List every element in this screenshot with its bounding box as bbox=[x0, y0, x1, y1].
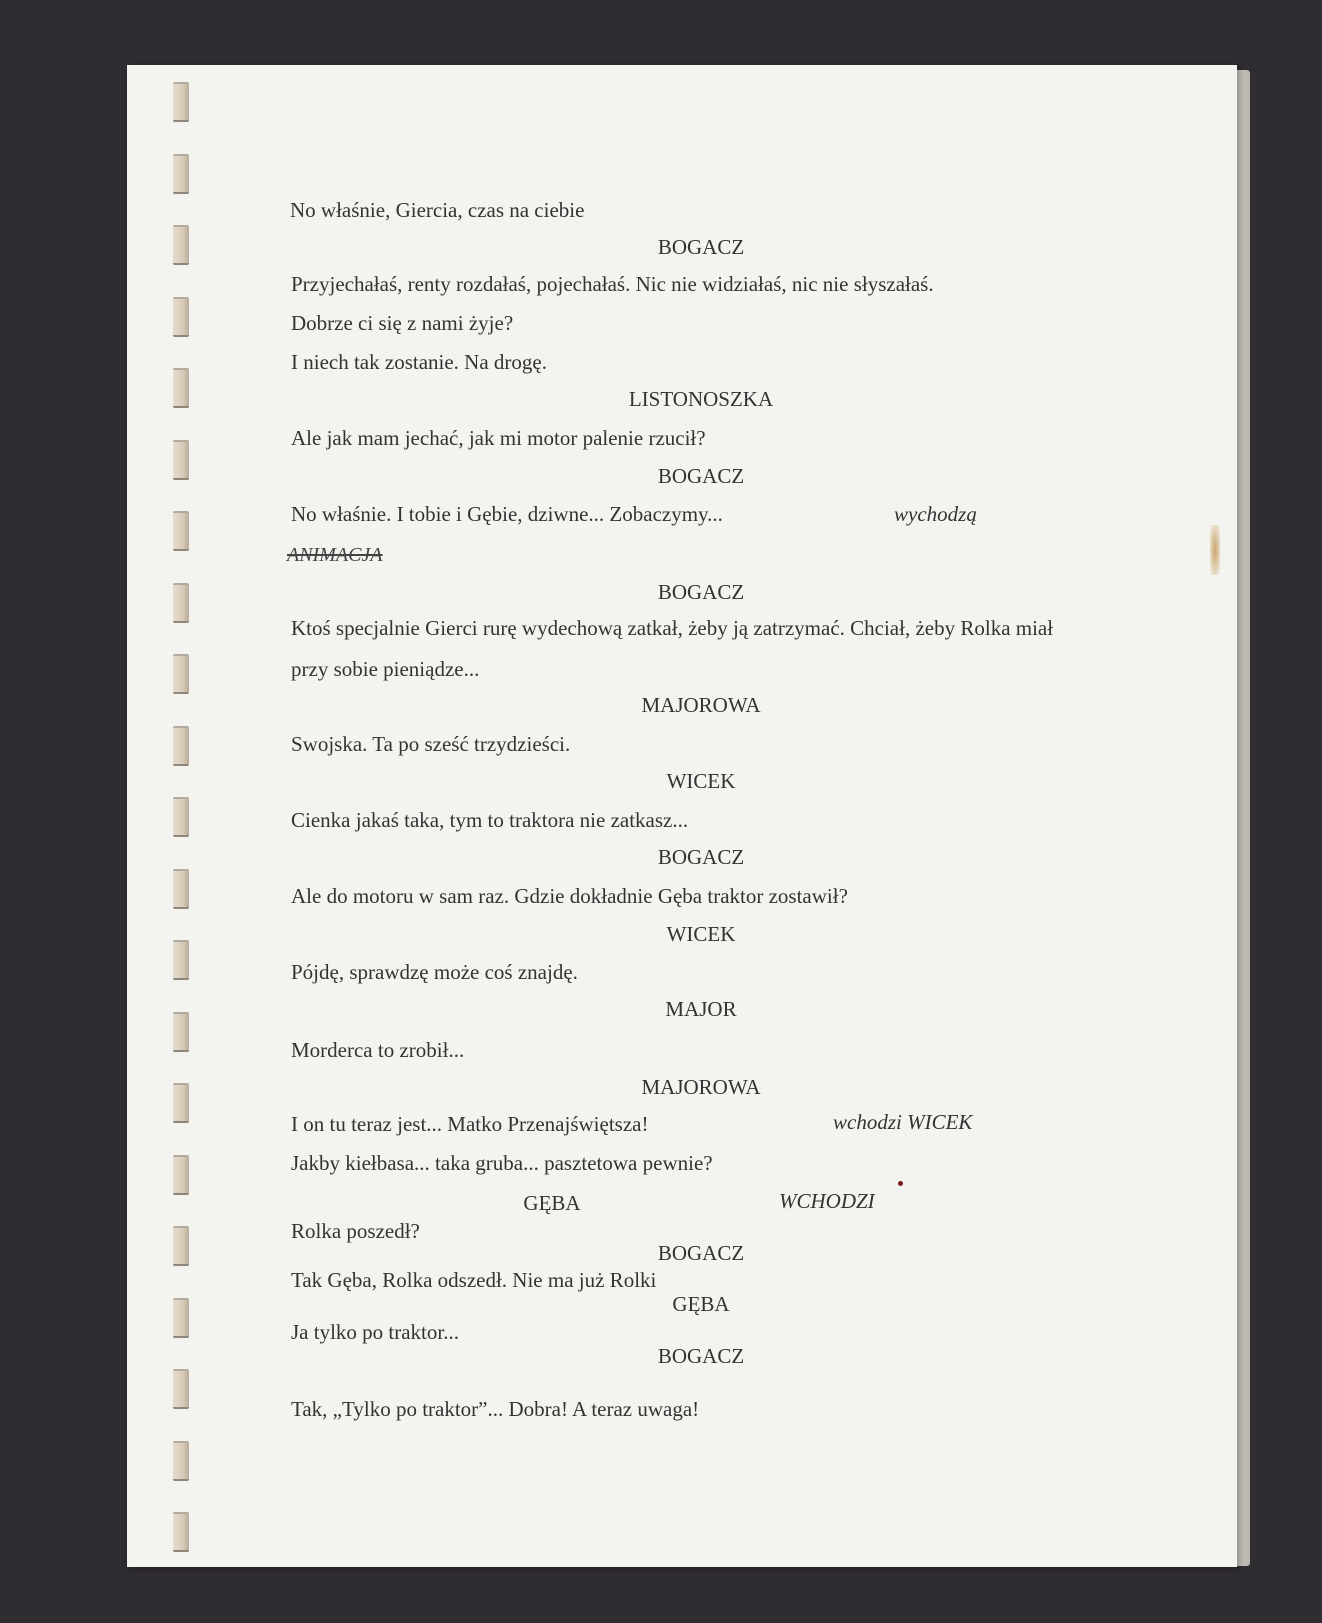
dialogue-line: Ja tylko po traktor... bbox=[291, 1320, 459, 1344]
dialogue-line: Cienka jakaś taka, tym to traktora nie zatkasz... bbox=[291, 808, 689, 832]
speaker-name: GĘBA bbox=[672, 1292, 730, 1316]
page-stain bbox=[1210, 525, 1220, 575]
dialogue-line: Morderca to zrobił... bbox=[291, 1038, 465, 1062]
dialogue-line: Rolka poszedł? bbox=[291, 1219, 420, 1243]
binding-ring bbox=[173, 1012, 189, 1052]
dialogue-line: No właśnie, Giercia, czas na ciebie bbox=[290, 198, 585, 222]
stage-direction: wychodzą bbox=[894, 502, 977, 526]
binding-ring bbox=[173, 1441, 189, 1481]
speaker-name: BOGACZ bbox=[657, 580, 745, 604]
binding-ring bbox=[173, 726, 189, 766]
speaker-name: BOGACZ bbox=[657, 845, 745, 869]
ink-dot bbox=[898, 1181, 903, 1186]
binding-ring bbox=[173, 1512, 189, 1552]
dialogue-line: Przyjechałaś, renty rozdałaś, pojechałaś. Nic nie widziałaś, nic nie słyszałaś. bbox=[291, 272, 934, 296]
dialogue-line: Dobrze ci się z nami żyje? bbox=[291, 311, 514, 335]
binding-ring bbox=[173, 654, 189, 694]
speaker-name: MAJOROWA bbox=[641, 1075, 761, 1099]
dialogue-line: Ale do motoru w sam raz. Gdzie dokładnie Gęba traktor zostawił? bbox=[291, 884, 848, 908]
binding-ring bbox=[173, 1226, 189, 1266]
dialogue-line: Ale jak mam jechać, jak mi motor palenie rzucił? bbox=[291, 426, 706, 450]
dialogue-line: Swojska. Ta po sześć trzydzieści. bbox=[291, 732, 571, 756]
dialogue-line: Tak Gęba, Rolka odszedł. Nie ma już Rolki bbox=[291, 1268, 657, 1292]
dialogue-line: Jakby kiełbasa... taka gruba... pasztetowa pewnie? bbox=[291, 1151, 713, 1175]
binding-ring bbox=[173, 440, 189, 480]
binding-ring bbox=[173, 297, 189, 337]
binding-ring bbox=[173, 1298, 189, 1338]
spiral-binding bbox=[165, 80, 195, 1560]
binding-ring bbox=[173, 940, 189, 980]
stage-direction: wchodzi WICEK bbox=[833, 1110, 973, 1134]
dialogue-line: przy sobie pieniądze... bbox=[291, 657, 480, 681]
speaker-name: MAJOR bbox=[665, 997, 737, 1021]
speaker-name: BOGACZ bbox=[657, 235, 745, 259]
speaker-name: WICEK bbox=[666, 922, 736, 946]
speaker-name: WICEK bbox=[666, 769, 736, 793]
stage-direction: WCHODZI bbox=[779, 1189, 875, 1213]
binding-ring bbox=[173, 368, 189, 408]
binding-ring bbox=[173, 869, 189, 909]
dialogue-line: Pójdę, sprawdzę może coś znajdę. bbox=[291, 960, 578, 984]
binding-ring bbox=[173, 583, 189, 623]
speaker-name: BOGACZ bbox=[657, 1344, 745, 1368]
speaker-name: BOGACZ bbox=[657, 1241, 745, 1265]
speaker-name: MAJOROWA bbox=[641, 693, 761, 717]
binding-ring bbox=[173, 797, 189, 837]
dialogue-line: No właśnie. I tobie i Gębie, dziwne... Zobaczymy... bbox=[291, 502, 723, 526]
dialogue-line: Tak, „Tylko po traktor”... Dobra! A teraz uwaga! bbox=[291, 1397, 700, 1421]
binding-ring bbox=[173, 1083, 189, 1123]
speaker-name: BOGACZ bbox=[657, 464, 745, 488]
struck-out-text: ANIMACJA bbox=[287, 544, 383, 566]
binding-ring bbox=[173, 1155, 189, 1195]
binding-ring bbox=[173, 511, 189, 551]
binding-ring bbox=[173, 82, 189, 122]
dialogue-line: I on tu teraz jest... Matko Przenajświętsza! bbox=[291, 1112, 649, 1136]
dialogue-line: I niech tak zostanie. Na drogę. bbox=[291, 350, 547, 374]
speaker-name: GĘBA bbox=[523, 1191, 581, 1215]
binding-ring bbox=[173, 154, 189, 194]
speaker-name: LISTONOSZKA bbox=[628, 387, 774, 411]
dialogue-line: Ktoś specjalnie Gierci rurę wydechową zatkał, żeby ją zatrzymać. Chciał, żeby Rolka miał bbox=[291, 616, 1054, 640]
binding-ring bbox=[173, 225, 189, 265]
binding-ring bbox=[173, 1369, 189, 1409]
